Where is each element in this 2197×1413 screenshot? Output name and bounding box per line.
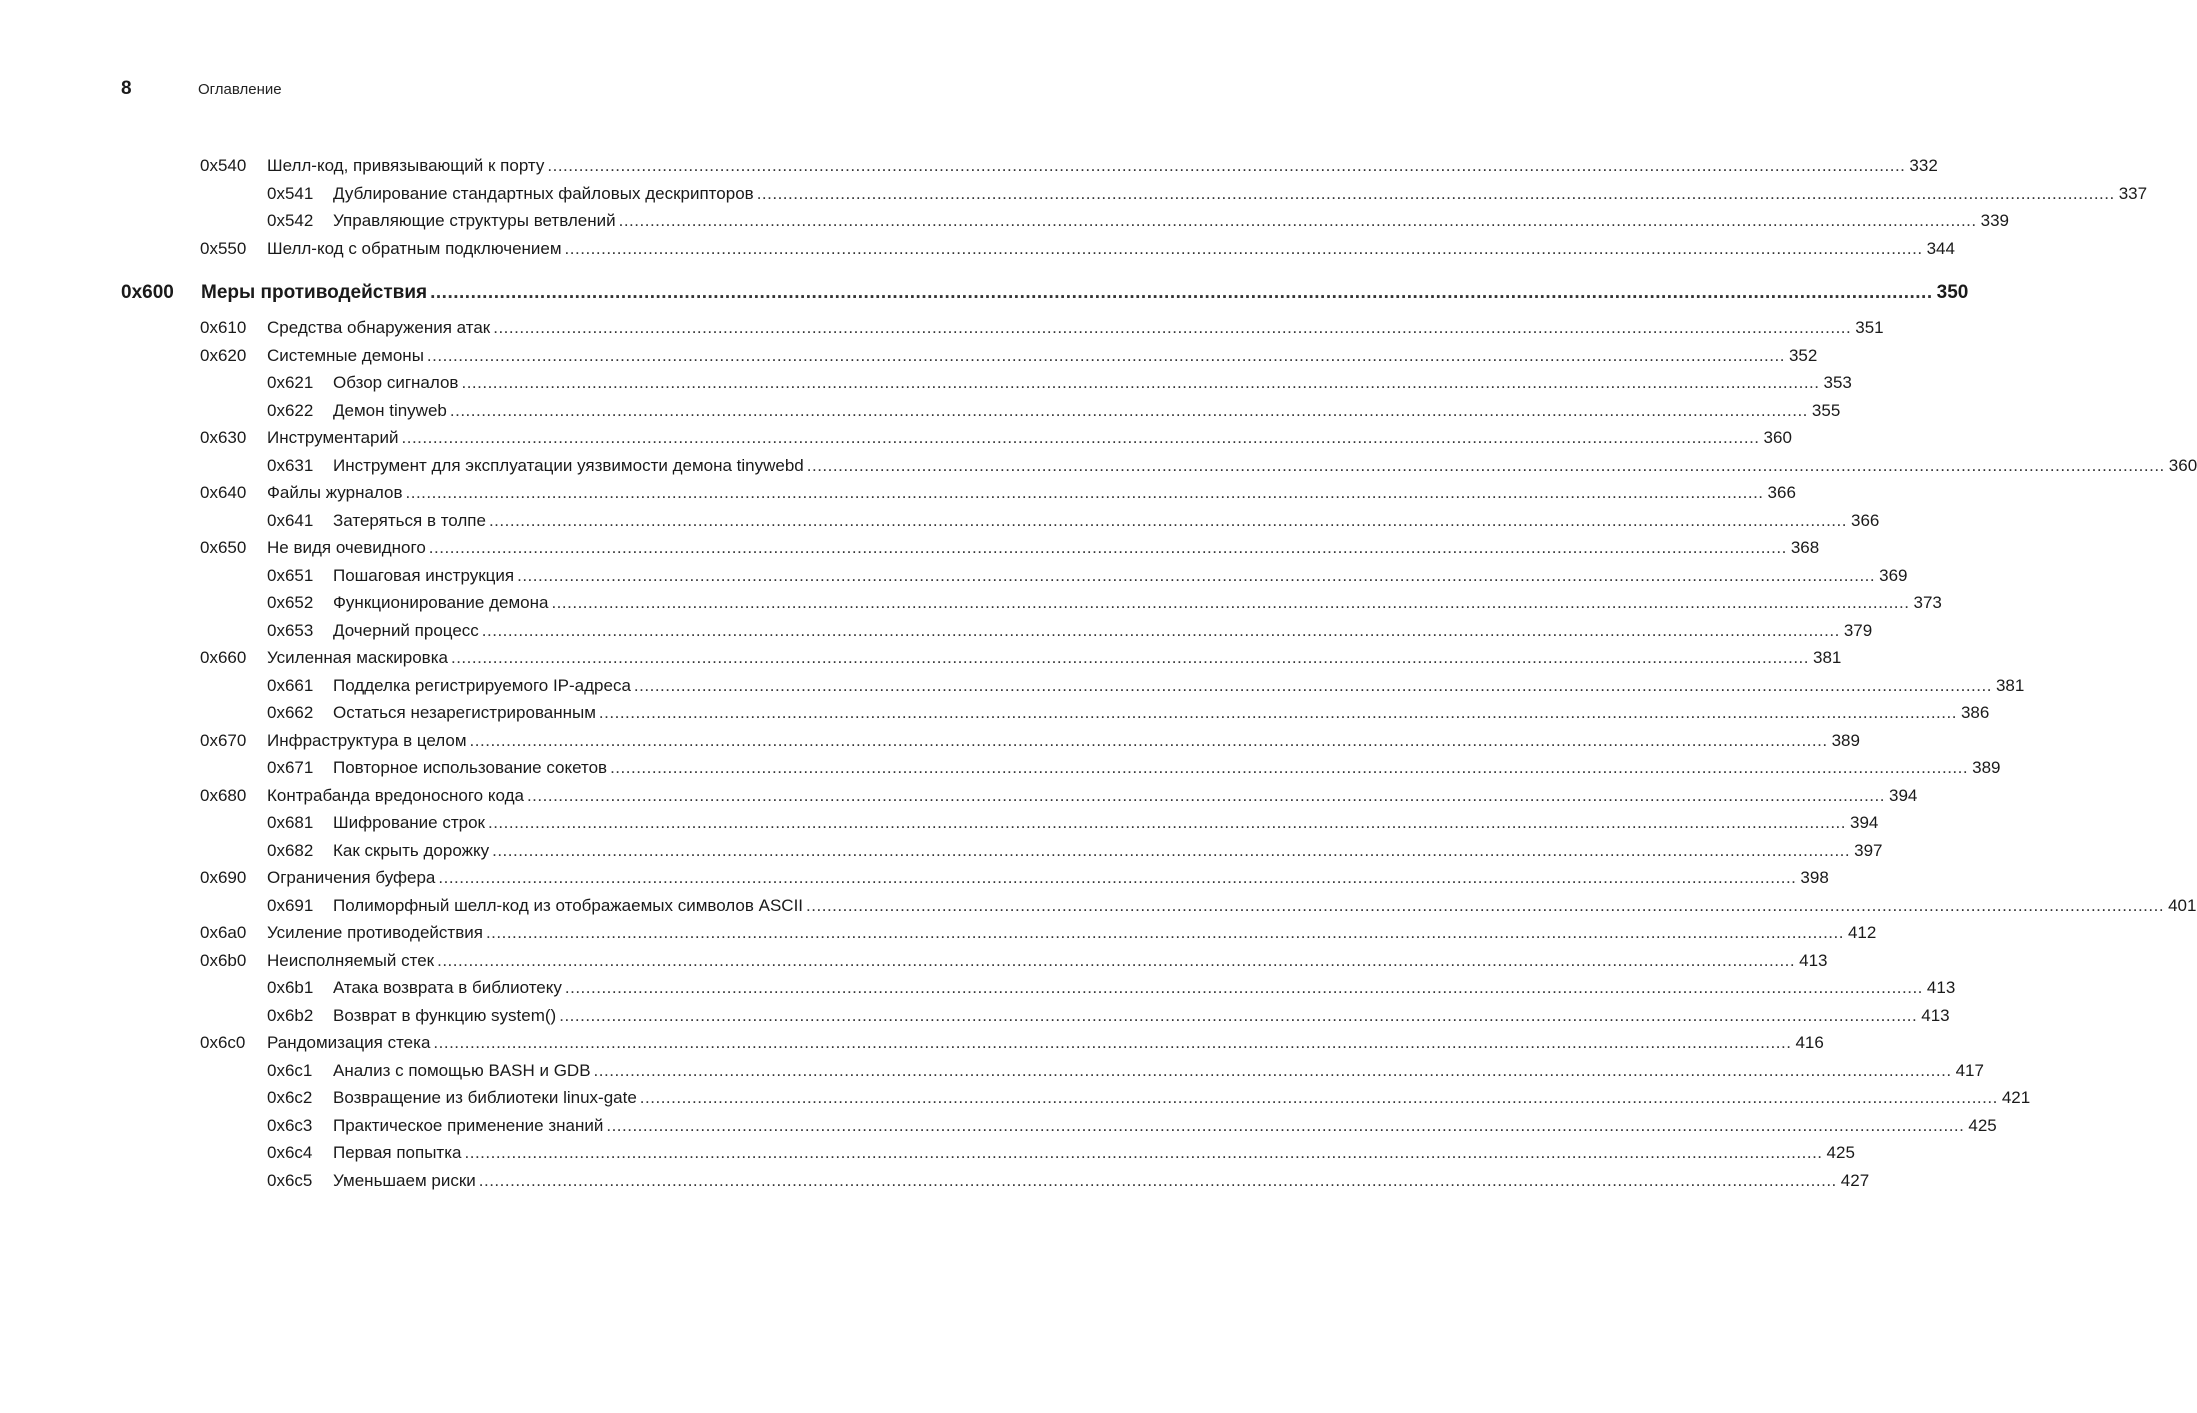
toc-entry-leader bbox=[333, 755, 2001, 781]
toc-entry-leader bbox=[267, 645, 1842, 671]
toc-entry bbox=[267, 1058, 1984, 1084]
toc-entry-title: Усиление противодействия bbox=[267, 923, 483, 942]
dot-leader: .................................................................................................................................................................................................................................................................... bbox=[469, 730, 1828, 750]
toc-entry-page: 397 bbox=[1854, 840, 1883, 860]
toc-entry-page: 350 bbox=[1936, 282, 1969, 303]
toc-entry-page: 379 bbox=[1843, 620, 1873, 640]
toc-entry bbox=[267, 453, 2197, 479]
toc-entry-code: 0x662 bbox=[267, 703, 314, 722]
toc-entry bbox=[200, 645, 1842, 671]
dot-leader: .................................................................................................................................................................................................................................................................... bbox=[450, 648, 1810, 667]
toc-entry-page: 352 bbox=[1788, 345, 1818, 365]
toc-entry-page: 360 bbox=[2168, 455, 2197, 475]
toc-entry-page: 344 bbox=[1926, 238, 1955, 258]
toc-entry-page: 360 bbox=[1763, 428, 1792, 447]
toc-entry-leader bbox=[333, 673, 2025, 699]
toc-entry bbox=[200, 425, 1792, 451]
dot-leader: .................................................................................................................................................................................................................................................................... bbox=[610, 758, 1969, 777]
toc-entry-page: 366 bbox=[1850, 510, 1880, 530]
toc-entry-code: 0x541 bbox=[267, 183, 314, 203]
toc-entry-code: 0x670 bbox=[200, 730, 247, 750]
toc-entry bbox=[200, 535, 1820, 561]
toc-entry-code: 0x651 bbox=[267, 565, 314, 585]
toc-entry-code: 0x681 bbox=[267, 813, 314, 832]
dot-leader: .................................................................................................................................................................................................................................................................... bbox=[493, 318, 1852, 337]
toc-entry-title: Возвращение из библиотеки linux-gate bbox=[333, 1088, 637, 1107]
toc-entry-code: 0x680 bbox=[200, 785, 247, 805]
toc-entry-leader bbox=[267, 425, 1792, 451]
toc-entry-title: Средства обнаружения атак bbox=[267, 318, 491, 337]
toc-entry bbox=[200, 920, 1877, 946]
toc-entry-leader bbox=[333, 508, 1880, 534]
toc-entry-leader bbox=[267, 783, 1918, 809]
dot-leader: .................................................................................................................................................................................................................................................................... bbox=[401, 428, 1760, 447]
toc-entry-title: Усиленная маскировка bbox=[267, 648, 448, 667]
dot-leader: .................................................................................................................................................................................................................................................................... bbox=[564, 978, 1923, 997]
page-number: 8 bbox=[121, 78, 132, 99]
toc-entry-page: 398 bbox=[1800, 868, 1829, 887]
toc-entry-leader bbox=[333, 453, 2197, 479]
toc-entry-leader bbox=[333, 1058, 1984, 1084]
toc-entry-code: 0x6c4 bbox=[267, 1143, 313, 1162]
toc-entry-page: 389 bbox=[1972, 758, 2001, 777]
toc-entry-title: Дочерний процесс bbox=[333, 620, 479, 640]
dot-leader: .................................................................................................................................................................................................................................................................... bbox=[488, 510, 1847, 530]
dot-leader: .................................................................................................................................................................................................................................................................... bbox=[806, 895, 2165, 915]
dot-leader: .................................................................................................................................................................................................................................................................... bbox=[478, 1170, 1837, 1190]
toc-chapter bbox=[121, 278, 1969, 308]
toc-entry-title: Полиморфный шелл-код из отображаемых символов ASCII bbox=[333, 895, 804, 915]
toc-entry-leader bbox=[333, 700, 1990, 726]
toc-entry-title: Шелл-код, привязывающий к порту bbox=[267, 156, 545, 175]
toc-entry-leader bbox=[333, 838, 1883, 864]
toc-entry bbox=[200, 948, 1828, 974]
toc-entry-page: 394 bbox=[1850, 813, 1879, 832]
toc-entry-code: 0x6c2 bbox=[267, 1088, 313, 1107]
toc-entry-page: 381 bbox=[1813, 648, 1842, 667]
dot-leader: .................................................................................................................................................................................................................................................................... bbox=[485, 923, 1844, 942]
dot-leader: .................................................................................................................................................................................................................................................................... bbox=[464, 1143, 1823, 1162]
toc-entry-code: 0x652 bbox=[267, 593, 314, 612]
dot-leader: .................................................................................................................................................................................................................................................................... bbox=[438, 868, 1797, 887]
toc-entry-code: 0x6a0 bbox=[200, 923, 247, 942]
toc-entry bbox=[267, 208, 2010, 234]
toc-entry-page: 413 bbox=[1921, 1005, 1950, 1025]
dot-leader: .................................................................................................................................................................................................................................................................... bbox=[426, 345, 1785, 365]
toc-entry-leader bbox=[333, 1140, 1855, 1166]
dot-leader: .................................................................................................................................................................................................................................................................... bbox=[618, 211, 1977, 230]
toc-entry-page: 413 bbox=[1799, 950, 1828, 970]
toc-entry-leader bbox=[267, 948, 1828, 974]
toc-entry-page: 427 bbox=[1840, 1170, 1870, 1190]
toc-entry-leader bbox=[333, 370, 1852, 396]
toc-entry-title: Неисполняемый стек bbox=[267, 950, 435, 970]
toc-entry-title: Ограничения буфера bbox=[267, 868, 436, 887]
toc-entry-code: 0x682 bbox=[267, 840, 314, 860]
dot-leader: .................................................................................................................................................................................................................................................................... bbox=[547, 156, 1906, 175]
toc-entry-leader bbox=[333, 398, 1841, 424]
toc-entry bbox=[267, 181, 2148, 207]
dot-leader: .................................................................................................................................................................................................................................................................... bbox=[606, 1115, 1965, 1135]
toc-entry-leader bbox=[267, 236, 1955, 262]
toc-entry-code: 0x610 bbox=[200, 318, 247, 337]
toc-entry-page: 366 bbox=[1767, 483, 1796, 502]
dot-leader: .................................................................................................................................................................................................................................................................... bbox=[551, 593, 1910, 612]
dot-leader: .................................................................................................................................................................................................................................................................... bbox=[559, 1005, 1918, 1025]
toc-entry-title: Инструмент для эксплуатации уязвимости демона tinywebd bbox=[333, 455, 804, 475]
toc-entry-code: 0x691 bbox=[267, 895, 314, 915]
toc-entry-code: 0x621 bbox=[267, 373, 314, 392]
toc-entry-title: Демон tinyweb bbox=[333, 400, 447, 420]
toc-entry-leader bbox=[333, 810, 1879, 836]
toc-entry-code: 0x671 bbox=[267, 758, 314, 777]
toc-entry-leader bbox=[333, 1113, 1997, 1139]
toc-entry-leader bbox=[333, 181, 2148, 207]
toc-entry-code: 0x620 bbox=[200, 345, 247, 365]
toc-entry bbox=[200, 343, 1818, 369]
toc-entry-code: 0x6b2 bbox=[267, 1005, 314, 1025]
toc-entry-title: Меры противодействия bbox=[201, 282, 428, 303]
toc-entry-code: 0x690 bbox=[200, 868, 247, 887]
toc-entry-code: 0x542 bbox=[267, 211, 314, 230]
toc-entry-page: 412 bbox=[1847, 923, 1877, 942]
toc-entry-title: Обзор сигналов bbox=[333, 373, 459, 392]
dot-leader: .................................................................................................................................................................................................................................................................... bbox=[405, 483, 1764, 502]
toc-entry-title: Уменьшаем риски bbox=[333, 1170, 476, 1190]
toc-entry-title: Инструментарий bbox=[267, 428, 399, 447]
toc-entry bbox=[267, 563, 1908, 589]
toc-entry-title: Функционирование демона bbox=[333, 593, 549, 612]
toc-entry-code: 0x661 bbox=[267, 675, 314, 695]
toc-entry-title: Системные демоны bbox=[267, 345, 424, 365]
toc-entry bbox=[267, 1168, 1870, 1194]
toc-entry-page: 337 bbox=[2118, 183, 2148, 203]
toc-entry-page: 339 bbox=[1980, 211, 2010, 230]
toc-entry-leader bbox=[267, 865, 1829, 891]
toc-entry bbox=[200, 783, 1918, 809]
dot-leader: .................................................................................................................................................................................................................................................................... bbox=[639, 1088, 1998, 1107]
toc-entry-leader bbox=[333, 1168, 1870, 1194]
toc-entry-page: 386 bbox=[1960, 703, 1990, 722]
dot-leader: .................................................................................................................................................................................................................................................................... bbox=[633, 675, 1992, 695]
toc-entry-code: 0x6c5 bbox=[267, 1170, 313, 1190]
toc-entry-leader bbox=[333, 1003, 1950, 1029]
toc-entry-code: 0x600 bbox=[121, 282, 174, 303]
dot-leader: .................................................................................................................................................................................................................................................................... bbox=[449, 400, 1808, 420]
toc-entry bbox=[267, 618, 1873, 644]
toc-entry-title: Остаться незарегистрированным bbox=[333, 703, 596, 722]
toc-entry-leader bbox=[267, 728, 1860, 754]
toc-entry-title: Как скрыть дорожку bbox=[333, 840, 490, 860]
toc-entry-page: 389 bbox=[1831, 730, 1860, 750]
toc-entry-code: 0x6b0 bbox=[200, 950, 247, 970]
toc-entry-leader bbox=[333, 590, 1942, 616]
toc-entry-code: 0x640 bbox=[200, 483, 247, 502]
toc-entry bbox=[267, 398, 1841, 424]
toc-entry-title: Рандомизация стека bbox=[267, 1033, 431, 1052]
toc-entry-page: 425 bbox=[1968, 1115, 1997, 1135]
toc-entry bbox=[267, 590, 1942, 616]
toc-entry-title: Пошаговая инструкция bbox=[333, 565, 515, 585]
toc-entry bbox=[200, 153, 1938, 179]
toc-entry-leader bbox=[267, 1030, 1824, 1056]
toc-entry-title: Подделка регистрируемого IP-адреса bbox=[333, 675, 631, 695]
toc-entry bbox=[267, 1140, 1855, 1166]
toc-entry-leader bbox=[267, 920, 1877, 946]
toc-entry-leader bbox=[267, 480, 1796, 506]
toc-entry bbox=[267, 1113, 1997, 1139]
toc-entry-page: 355 bbox=[1811, 400, 1841, 420]
toc-entry bbox=[267, 508, 1880, 534]
toc-entry bbox=[267, 893, 2197, 919]
toc-entry-title: Анализ с помощью BASH и GDB bbox=[333, 1060, 591, 1080]
toc-entry-page: 353 bbox=[1823, 373, 1852, 392]
toc-entry-title: Не видя очевидного bbox=[267, 538, 426, 557]
toc-entry bbox=[200, 480, 1796, 506]
dot-leader: .................................................................................................................................................................................................................................................................... bbox=[593, 1060, 1952, 1080]
toc-entry-leader bbox=[267, 315, 1884, 341]
toc-entry bbox=[267, 810, 1879, 836]
toc-entry-leader bbox=[267, 535, 1820, 561]
dot-leader: .................................................................................................................................................................................................................................................................... bbox=[487, 813, 1846, 832]
toc-entry bbox=[267, 975, 1956, 1001]
toc-entry-leader bbox=[333, 893, 2197, 919]
toc-entry-code: 0x641 bbox=[267, 510, 314, 530]
toc-entry-page: 421 bbox=[2001, 1088, 2031, 1107]
toc-entry-code: 0x660 bbox=[200, 648, 247, 667]
toc-entry-title: Файлы журналов bbox=[267, 483, 403, 502]
dot-leader: .................................................................................................................................................................................................................................................................... bbox=[428, 538, 1787, 557]
toc-entry-leader bbox=[333, 208, 2010, 234]
toc-entry-leader bbox=[201, 278, 1969, 308]
dot-leader: .................................................................................................................................................................................................................................................................... bbox=[526, 785, 1885, 805]
toc-entry bbox=[267, 1003, 1950, 1029]
dot-leader: .................................................................................................................................................................................................................................................................... bbox=[756, 183, 2115, 203]
toc-entry bbox=[267, 700, 1990, 726]
toc-entry-code: 0x550 bbox=[200, 238, 247, 258]
toc-entry-page: 413 bbox=[1926, 978, 1956, 997]
toc-entry bbox=[200, 728, 1860, 754]
dot-leader: .................................................................................................................................................................................................................................................................... bbox=[598, 703, 1957, 722]
toc-entry bbox=[267, 838, 1883, 864]
toc-entry-leader bbox=[333, 1085, 2031, 1111]
toc-entry-title: Шифрование строк bbox=[333, 813, 485, 832]
dot-leader: .................................................................................................................................................................................................................................................................... bbox=[492, 840, 1851, 860]
dot-leader: .................................................................................................................................................................................................................................................................... bbox=[461, 373, 1820, 392]
toc-entry-page: 416 bbox=[1795, 1033, 1824, 1052]
toc-entry-leader bbox=[267, 153, 1938, 179]
toc-entry-title: Контрабанда вредоносного кода bbox=[267, 785, 524, 805]
dot-leader: .................................................................................................................................................................................................................................................................... bbox=[430, 282, 1933, 303]
toc-entry-title: Практическое применение знаний bbox=[333, 1115, 604, 1135]
toc-entry-page: 373 bbox=[1913, 593, 1942, 612]
toc-entry bbox=[200, 315, 1884, 341]
toc-entry-title: Инфраструктура в целом bbox=[267, 730, 467, 750]
toc-entry-title: Затеряться в толпе bbox=[333, 510, 486, 530]
toc-entry-leader bbox=[333, 618, 1873, 644]
toc-entry bbox=[267, 1085, 2031, 1111]
toc-entry-leader bbox=[333, 563, 1908, 589]
toc-entry-page: 394 bbox=[1888, 785, 1918, 805]
toc-entry-title: Возврат в функцию system() bbox=[333, 1005, 557, 1025]
toc-entry-code: 0x653 bbox=[267, 620, 314, 640]
toc-entry bbox=[200, 236, 1955, 262]
toc-entry-code: 0x540 bbox=[200, 156, 247, 175]
toc-entry-code: 0x6b1 bbox=[267, 978, 314, 997]
toc-entry-code: 0x630 bbox=[200, 428, 247, 447]
toc-entry-title: Первая попытка bbox=[333, 1143, 462, 1162]
toc-entry-code: 0x622 bbox=[267, 400, 314, 420]
toc-entry-title: Управляющие структуры ветвлений bbox=[333, 211, 616, 230]
toc-entry-leader bbox=[267, 343, 1818, 369]
toc-entry-title: Дублирование стандартных файловых дескрипторов bbox=[333, 183, 754, 203]
toc-entry-title: Повторное использование сокетов bbox=[333, 758, 608, 777]
toc-entry-page: 351 bbox=[1855, 318, 1884, 337]
toc-entry-code: 0x6c0 bbox=[200, 1033, 246, 1052]
toc-entry-code: 0x6c1 bbox=[267, 1060, 313, 1080]
dot-leader: .................................................................................................................................................................................................................................................................... bbox=[433, 1033, 1792, 1052]
dot-leader: .................................................................................................................................................................................................................................................................... bbox=[806, 455, 2165, 475]
toc-entry-page: 369 bbox=[1879, 565, 1908, 585]
toc-entry-title: Атака возврата в библиотеку bbox=[333, 978, 562, 997]
toc-entry-page: 425 bbox=[1826, 1143, 1855, 1162]
toc-entry bbox=[267, 673, 2025, 699]
toc-entry-page: 332 bbox=[1909, 156, 1938, 175]
toc-entry bbox=[200, 1030, 1824, 1056]
toc-entry-page: 368 bbox=[1790, 538, 1820, 557]
running-title: Оглавление bbox=[198, 81, 282, 98]
toc-entry-title: Шелл-код с обратным подключением bbox=[267, 238, 562, 258]
toc-entry-code: 0x631 bbox=[267, 455, 314, 475]
toc-entry-leader bbox=[333, 975, 1956, 1001]
toc-entry bbox=[200, 865, 1829, 891]
dot-leader: .................................................................................................................................................................................................................................................................... bbox=[564, 238, 1923, 258]
toc-entry-code: 0x6c3 bbox=[267, 1115, 313, 1135]
toc-entry-page: 381 bbox=[1995, 675, 2025, 695]
toc-entry bbox=[267, 370, 1852, 396]
dot-leader: .................................................................................................................................................................................................................................................................... bbox=[481, 620, 1840, 640]
dot-leader: .................................................................................................................................................................................................................................................................... bbox=[437, 950, 1796, 970]
toc-entry bbox=[267, 755, 2001, 781]
toc-entry-page: 401 bbox=[2168, 895, 2197, 915]
toc-entry-code: 0x650 bbox=[200, 538, 247, 557]
dot-leader: .................................................................................................................................................................................................................................................................... bbox=[517, 565, 1876, 585]
toc-entry-page: 417 bbox=[1955, 1060, 1984, 1080]
